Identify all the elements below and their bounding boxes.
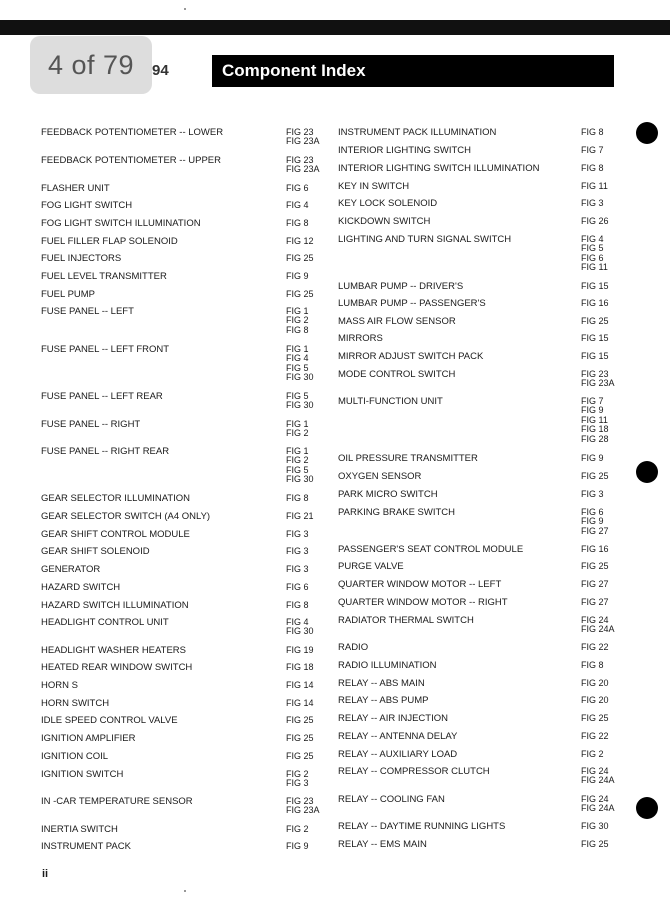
component-name: MIRRORS <box>338 333 383 344</box>
figure-reference: FIG 9 <box>286 841 309 851</box>
figure-references <box>581 490 604 499</box>
figure-references <box>286 512 314 521</box>
figure-references <box>286 842 309 851</box>
figure-reference: FIG 14 <box>286 698 314 708</box>
figure-reference: FIG 20 <box>581 678 609 688</box>
figure-references <box>581 580 609 589</box>
figure-reference: FIG 23 <box>286 796 314 806</box>
component-name: PASSENGER'S SEAT CONTROL MODULE <box>338 544 524 555</box>
component-name: FUSE PANEL -- RIGHT REAR <box>41 446 170 457</box>
figure-references <box>581 598 609 607</box>
figure-reference: FIG 9 <box>581 453 604 463</box>
component-name: HEADLIGHT CONTROL UNIT <box>41 617 169 628</box>
figure-references <box>581 282 609 291</box>
figure-references <box>581 679 609 688</box>
component-name: HAZARD SWITCH ILLUMINATION <box>41 600 189 611</box>
component-name: MASS AIR FLOW SENSOR <box>338 316 456 327</box>
figure-reference: FIG 11 <box>581 262 608 273</box>
component-name: INSTRUMENT PACK ILLUMINATION <box>338 127 497 138</box>
component-name: RELAY -- AUXILIARY LOAD <box>338 749 458 760</box>
figure-reference: FIG 23 <box>286 127 314 137</box>
figure-reference: FIG 24A <box>581 803 615 814</box>
figure-reference: FIG 25 <box>286 253 314 263</box>
component-name: LUMBAR PUMP -- DRIVER'S <box>338 281 464 292</box>
component-name: PURGE VALVE <box>338 561 404 572</box>
figure-reference: FIG 23 <box>286 155 314 165</box>
page-counter <box>30 36 152 94</box>
figure-reference: FIG 8 <box>286 493 309 503</box>
component-name: INTERIOR LIGHTING SWITCH ILLUMINATION <box>338 163 540 174</box>
figure-references <box>286 420 309 439</box>
figure-reference: FIG 6 <box>581 252 604 263</box>
figure-reference: FIG 27 <box>581 525 609 536</box>
figure-reference: FIG 8 <box>286 600 309 610</box>
component-name: IGNITION COIL <box>41 751 109 762</box>
figure-references <box>286 156 320 175</box>
figure-references <box>286 601 309 610</box>
figure-reference: FIG 30 <box>286 372 314 383</box>
figure-reference: FIG 1 <box>286 344 309 354</box>
figure-references <box>581 397 609 444</box>
component-name: LUMBAR PUMP -- PASSENGER'S <box>338 298 486 309</box>
figure-reference: FIG 24 <box>581 766 609 776</box>
figure-references <box>286 447 314 485</box>
figure-references <box>286 797 320 816</box>
component-name: RELAY -- COOLING FAN <box>338 794 445 805</box>
figure-reference: FIG 8 <box>286 218 309 228</box>
figure-references <box>286 184 309 193</box>
component-name: FEEDBACK POTENTIOMETER -- LOWER <box>41 127 224 138</box>
figure-reference: FIG 8 <box>286 324 309 335</box>
figure-reference: FIG 11 <box>581 181 608 191</box>
component-name: IN -CAR TEMPERATURE SENSOR <box>41 796 193 807</box>
figure-reference: FIG 27 <box>581 579 609 589</box>
figure-references <box>581 317 609 326</box>
component-name: IDLE SPEED CONTROL VALVE <box>41 715 178 726</box>
figure-references <box>581 562 609 571</box>
component-name: HEADLIGHT WASHER HEATERS <box>41 645 186 656</box>
figure-reference: FIG 9 <box>581 405 604 416</box>
figure-reference: FIG 2 <box>286 769 309 779</box>
figure-reference: FIG 6 <box>286 183 309 193</box>
figure-reference: FIG 23A <box>286 136 320 147</box>
figure-references <box>581 352 609 361</box>
figure-reference: FIG 1 <box>286 306 309 316</box>
figure-references <box>286 734 314 743</box>
figure-reference: FIG 30 <box>286 400 314 411</box>
component-name: FLASHER UNIT <box>41 183 110 194</box>
figure-reference: FIG 2 <box>286 315 309 326</box>
component-name: GENERATOR <box>41 564 101 575</box>
component-name: INSTRUMENT PACK <box>41 841 131 852</box>
figure-reference: FIG 28 <box>581 433 609 444</box>
scan-speck <box>184 890 186 892</box>
figure-references <box>286 307 309 335</box>
figure-references <box>286 345 314 383</box>
figure-reference: FIG 22 <box>581 731 609 741</box>
figure-reference: FIG 15 <box>581 281 609 291</box>
figure-reference: FIG 23A <box>286 805 320 816</box>
figure-references <box>286 547 309 556</box>
figure-reference: FIG 30 <box>286 474 314 485</box>
binder-hole <box>636 122 658 144</box>
component-name: HEATED REAR WINDOW SWITCH <box>41 662 193 673</box>
component-name: INERTIA SWITCH <box>41 824 118 835</box>
component-name: QUARTER WINDOW MOTOR -- RIGHT <box>338 597 508 608</box>
component-name: KEY LOCK SOLENOID <box>338 198 438 209</box>
figure-references <box>286 770 309 789</box>
component-name: RELAY -- AIR INJECTION <box>338 713 448 724</box>
figure-reference: FIG 25 <box>286 715 314 725</box>
figure-reference: FIG 7 <box>581 396 604 406</box>
figure-references <box>581 454 604 463</box>
figure-reference: FIG 25 <box>286 733 314 743</box>
component-name: IGNITION AMPLIFIER <box>41 733 136 744</box>
figure-references <box>286 290 314 299</box>
component-name: HORN SWITCH <box>41 698 110 709</box>
figure-references <box>581 661 604 670</box>
figure-reference: FIG 9 <box>286 271 309 281</box>
figure-reference: FIG 3 <box>286 778 309 789</box>
figure-reference: FIG 25 <box>286 751 314 761</box>
component-name: PARK MICRO SWITCH <box>338 489 438 500</box>
figure-reference: FIG 3 <box>581 489 604 499</box>
figure-reference: FIG 11 <box>581 414 608 425</box>
figure-references <box>286 618 314 637</box>
figure-references <box>581 164 604 173</box>
component-name: GEAR SHIFT SOLENOID <box>41 546 150 557</box>
component-name: FUSE PANEL -- LEFT <box>41 306 134 317</box>
component-name: FUSE PANEL -- LEFT REAR <box>41 391 163 402</box>
figure-references <box>581 643 609 652</box>
component-name: FUSE PANEL -- LEFT FRONT <box>41 344 170 355</box>
component-name: RELAY -- ANTENNA DELAY <box>338 731 458 742</box>
binder-hole <box>636 461 658 483</box>
figure-references <box>286 272 309 281</box>
figure-references <box>286 663 314 672</box>
figure-references <box>581 508 609 536</box>
figure-reference: FIG 4 <box>286 617 309 627</box>
figure-reference: FIG 25 <box>581 561 609 571</box>
component-name: RELAY -- COMPRESSOR CLUTCH <box>338 766 490 777</box>
figure-reference: FIG 4 <box>581 234 604 244</box>
figure-reference: FIG 8 <box>581 660 604 670</box>
component-name: KEY IN SWITCH <box>338 181 410 192</box>
figure-reference: FIG 14 <box>286 680 314 690</box>
component-name: FUEL LEVEL TRANSMITTER <box>41 271 167 282</box>
figure-references <box>581 795 615 814</box>
figure-reference: FIG 27 <box>581 597 609 607</box>
figure-reference: FIG 15 <box>581 333 609 343</box>
title-bar <box>212 55 614 87</box>
figure-references <box>286 583 309 592</box>
scan-speck <box>184 8 186 10</box>
component-name: FUEL PUMP <box>41 289 96 300</box>
figure-reference: FIG 8 <box>581 163 604 173</box>
component-name: LIGHTING AND TURN SIGNAL SWITCH <box>338 234 512 245</box>
figure-references <box>286 716 314 725</box>
figure-references <box>581 128 604 137</box>
component-name: RADIO <box>338 642 369 653</box>
figure-references <box>581 616 615 635</box>
component-name: MIRROR ADJUST SWITCH PACK <box>338 351 484 362</box>
figure-references <box>286 565 309 574</box>
component-name: FUEL INJECTORS <box>41 253 122 264</box>
figure-references <box>581 235 608 273</box>
figure-reference: FIG 3 <box>286 546 309 556</box>
component-name: RELAY -- EMS MAIN <box>338 839 427 850</box>
figure-reference: FIG 25 <box>286 289 314 299</box>
figure-references <box>581 822 609 831</box>
figure-reference: FIG 24 <box>581 615 609 625</box>
figure-references <box>581 840 609 849</box>
figure-references <box>581 472 609 481</box>
component-name: FUSE PANEL -- RIGHT <box>41 419 141 430</box>
figure-reference: FIG 2 <box>286 428 309 439</box>
component-name: RADIO ILLUMINATION <box>338 660 437 671</box>
page-title: Component Index <box>222 61 366 80</box>
figure-reference: FIG 2 <box>286 455 309 466</box>
figure-reference: FIG 1 <box>286 446 309 456</box>
figure-references <box>286 699 314 708</box>
figure-references <box>286 219 309 228</box>
component-name: OIL PRESSURE TRANSMITTER <box>338 453 478 464</box>
component-name: MULTI-FUNCTION UNIT <box>338 396 443 407</box>
figure-reference: FIG 24A <box>581 624 615 635</box>
figure-references <box>581 217 609 226</box>
figure-reference: FIG 5 <box>581 243 604 254</box>
component-name: INTERIOR LIGHTING SWITCH <box>338 145 471 156</box>
component-name: OXYGEN SENSOR <box>338 471 422 482</box>
component-name: RADIATOR THERMAL SWITCH <box>338 615 474 626</box>
figure-reference: FIG 25 <box>581 316 609 326</box>
component-name: KICKDOWN SWITCH <box>338 216 431 227</box>
component-name: FOG LIGHT SWITCH ILLUMINATION <box>41 218 201 229</box>
figure-reference: FIG 23A <box>286 164 320 175</box>
figure-reference: FIG 5 <box>286 464 309 475</box>
figure-reference: FIG 26 <box>581 216 609 226</box>
figure-reference: FIG 23A <box>581 378 615 389</box>
component-name: RELAY -- DAYTIME RUNNING LIGHTS <box>338 821 506 832</box>
component-name: MODE CONTROL SWITCH <box>338 369 456 380</box>
figure-reference: FIG 25 <box>581 839 609 849</box>
figure-references <box>286 646 314 655</box>
figure-reference: FIG 1 <box>286 419 309 429</box>
component-name: IGNITION SWITCH <box>41 769 124 780</box>
figure-references <box>286 128 320 147</box>
figure-references <box>581 696 609 705</box>
figure-references <box>286 392 314 411</box>
figure-references <box>286 530 309 539</box>
figure-references <box>286 681 314 690</box>
figure-reference: FIG 3 <box>581 198 604 208</box>
component-name: FUEL FILLER FLAP SOLENOID <box>41 236 178 247</box>
figure-reference: FIG 2 <box>581 749 604 759</box>
figure-references <box>286 254 314 263</box>
figure-reference: FIG 24 <box>581 794 609 804</box>
figure-reference: FIG 3 <box>286 529 309 539</box>
figure-reference: FIG 5 <box>286 362 309 373</box>
figure-reference: FIG 20 <box>581 695 609 705</box>
figure-references <box>286 201 309 210</box>
figure-references <box>581 545 609 554</box>
figure-reference: FIG 7 <box>581 145 604 155</box>
figure-references <box>581 146 604 155</box>
component-name: GEAR SELECTOR SWITCH (A4 ONLY) <box>41 511 211 522</box>
figure-reference: FIG 23 <box>581 369 609 379</box>
page-counter-text: 4 of 79 <box>47 49 135 80</box>
figure-reference: FIG 25 <box>581 471 609 481</box>
figure-reference: FIG 30 <box>286 626 314 637</box>
figure-reference: FIG 2 <box>286 824 309 834</box>
figure-reference: FIG 16 <box>581 298 609 308</box>
component-name: QUARTER WINDOW MOTOR -- LEFT <box>338 579 502 590</box>
figure-reference: FIG 6 <box>581 507 604 517</box>
component-name: RELAY -- ABS MAIN <box>338 678 425 689</box>
component-name: GEAR SELECTOR ILLUMINATION <box>41 493 191 504</box>
component-name: FOG LIGHT SWITCH <box>41 200 133 211</box>
header-year: 94 <box>152 62 169 79</box>
figure-references <box>581 299 609 308</box>
figure-reference: FIG 21 <box>286 511 314 521</box>
figure-reference: FIG 24A <box>581 775 615 786</box>
figure-reference: FIG 5 <box>286 391 309 401</box>
figure-reference: FIG 18 <box>581 424 609 435</box>
page-number: ii <box>42 868 49 880</box>
figure-reference: FIG 22 <box>581 642 609 652</box>
figure-reference: FIG 6 <box>286 582 309 592</box>
figure-reference: FIG 3 <box>286 564 309 574</box>
figure-reference: FIG 25 <box>581 713 609 723</box>
figure-reference: FIG 4 <box>286 353 309 364</box>
binder-hole <box>636 797 658 819</box>
component-name: GEAR SHIFT CONTROL MODULE <box>41 529 190 540</box>
figure-reference: FIG 8 <box>581 127 604 137</box>
figure-references <box>581 750 604 759</box>
component-name: HORN S <box>41 680 78 691</box>
figure-references <box>286 825 309 834</box>
figure-references <box>581 370 615 389</box>
component-name: FEEDBACK POTENTIOMETER -- UPPER <box>41 155 221 166</box>
component-name: RELAY -- ABS PUMP <box>338 695 429 706</box>
figure-reference: FIG 19 <box>286 645 314 655</box>
figure-references <box>581 714 609 723</box>
figure-reference: FIG 15 <box>581 351 609 361</box>
figure-references <box>581 767 615 786</box>
figure-references <box>286 752 314 761</box>
figure-reference: FIG 9 <box>581 516 604 527</box>
figure-reference: FIG 16 <box>581 544 609 554</box>
component-name: HAZARD SWITCH <box>41 582 121 593</box>
component-name: PARKING BRAKE SWITCH <box>338 507 456 518</box>
figure-references <box>581 732 609 741</box>
figure-references <box>286 494 309 503</box>
figure-references <box>581 182 608 191</box>
figure-references <box>286 237 314 246</box>
top-binding-bar <box>0 20 670 35</box>
figure-references <box>581 199 604 208</box>
figure-references <box>581 334 609 343</box>
figure-reference: FIG 18 <box>286 662 314 672</box>
figure-reference: FIG 30 <box>581 821 609 831</box>
figure-reference: FIG 4 <box>286 200 309 210</box>
figure-reference: FIG 12 <box>286 236 314 246</box>
